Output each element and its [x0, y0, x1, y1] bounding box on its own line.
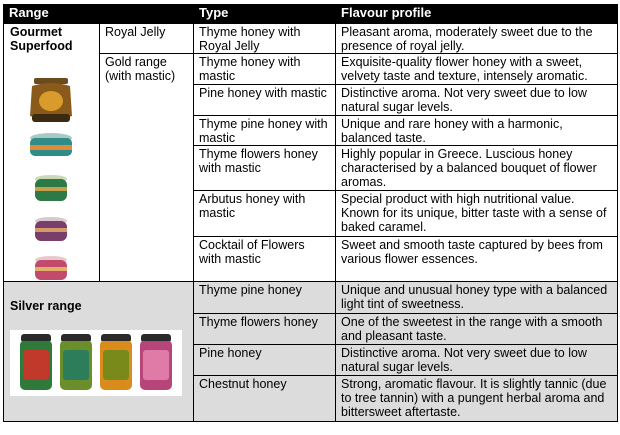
subrange-royal-jelly: Royal Jelly [100, 24, 194, 54]
silver-jar-amber [100, 340, 132, 390]
type-cell: Thyme pine honey [194, 282, 336, 314]
type-cell: Arbutus honey with mastic [194, 191, 336, 237]
royal-jelly-jar [30, 78, 72, 122]
flavour-cell: Sweet and smooth taste captured by bees from various flower essences. [336, 237, 618, 282]
gourmet-range-cell [4, 24, 100, 282]
flavour-cell: Exquisite-quality flower honey with a sweet, velvety taste and texture, intensely aromatic. [336, 54, 618, 85]
gourmet-title-line1: Gourmet [10, 25, 63, 39]
type-cell: Thyme honey with mastic [194, 54, 336, 85]
flavour-cell: Unique and unusual honey type with a balanced light tint of sweetness. [336, 282, 618, 314]
header-type: Type [194, 5, 336, 24]
silver-jar-olive [60, 340, 92, 390]
gold-jar-pink [35, 256, 67, 280]
flavour-cell: Pleasant aroma, moderately sweet due to the presence of royal jelly. [336, 24, 618, 54]
table-header-row [4, 5, 618, 24]
flavour-cell: Distinctive aroma. Not very sweet due to low natural sugar levels. [336, 85, 618, 116]
type-cell: Thyme flowers honey with mastic [194, 146, 336, 191]
type-cell: Thyme honey with Royal Jelly [194, 24, 336, 54]
silver-title: Silver range [10, 299, 82, 313]
flavour-cell: Distinctive aroma. Not very sweet due to low natural sugar levels. [336, 345, 618, 376]
type-cell: Chestnut honey [194, 376, 336, 422]
gourmet-title-line2: Superfood [10, 39, 73, 53]
header-range: Range [4, 5, 194, 24]
gourmet-jars-illustration [26, 76, 76, 286]
type-cell: Thyme flowers honey [194, 314, 336, 345]
type-cell: Pine honey [194, 345, 336, 376]
flavour-cell: Strong, aromatic flavour. It is slightly tannic (due to tree tannin) with a pungent herbal aroma and bittersweet aftertaste. [336, 376, 618, 422]
gold-jar-purple [35, 217, 67, 241]
gourmet-jars-image [26, 76, 72, 289]
flavour-cell: One of the sweetest in the range with a smooth and pleasant taste. [336, 314, 618, 345]
silver-jar-pink [140, 340, 172, 390]
gold-jar-teal [30, 133, 72, 156]
type-cell: Thyme pine honey with mastic [194, 116, 336, 146]
silver-jar-green [20, 340, 52, 390]
flavour-cell: Special product with high nutritional value. Known for its unique, bitter taste with a sense of baked caramel. [336, 191, 618, 237]
type-cell: Pine honey with mastic [194, 85, 336, 116]
silver-range-cell [4, 282, 194, 422]
honey-range-table [3, 4, 618, 422]
gourmet-title [4, 24, 99, 54]
table-row [4, 24, 618, 54]
flavour-cell: Unique and rare honey with a harmonic, balanced taste. [336, 116, 618, 146]
gold-jar-green [35, 175, 67, 201]
table-row [4, 282, 618, 314]
subrange-gold: Gold range (with mastic) [100, 54, 194, 282]
silver-jars-image [10, 330, 182, 396]
header-flavour: Flavour profile [336, 5, 618, 24]
flavour-cell: Highly popular in Greece. Luscious honey characterised by a balanced bouquet of flower aromas. [336, 146, 618, 191]
type-cell: Cocktail of Flowers with mastic [194, 237, 336, 282]
